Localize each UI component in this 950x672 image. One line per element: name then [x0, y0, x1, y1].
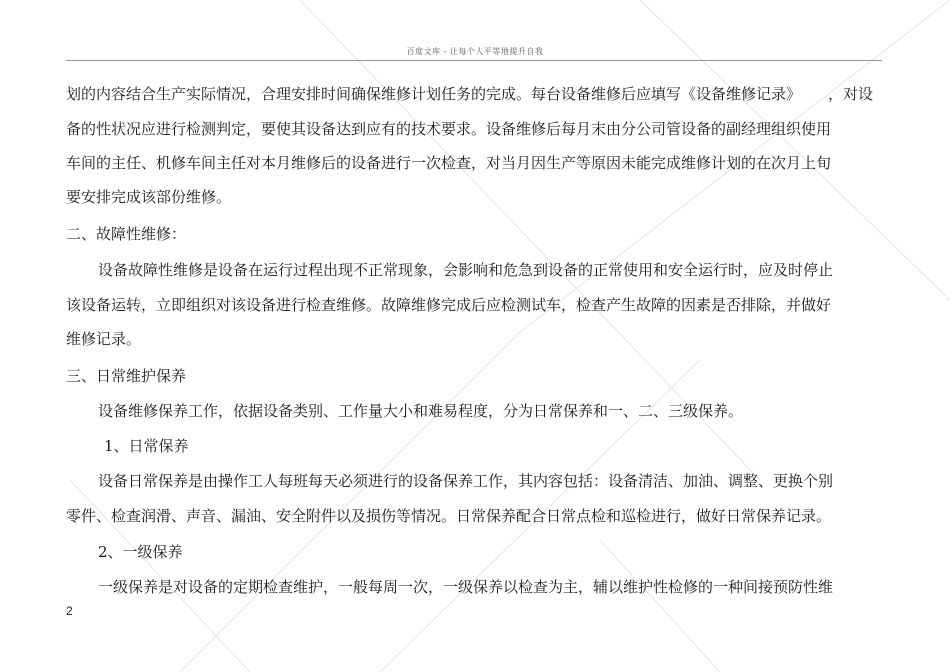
body-line: 零件、检查润滑、声音、漏油、安全附件以及损伤等情况。日常保养配合日常点检和巡检进行，做好日常保养记录。 [66, 507, 832, 525]
body-line: 车间的主任、机修车间主任对本月维修后的设备进行一次检查，对当月因生产等原因未能完成维修计划的在次月上旬 [66, 154, 832, 172]
page-header: 百度文库 - 让每个人平等地提升自我 [406, 47, 544, 56]
body-line: 该设备运转，立即组织对该设备进行检查维修。故障维修完成后应检测试车，检查产生故障的因素是否排除，并做好 [66, 296, 832, 314]
body-line: 划的内容结合生产实际情况，合理安排时间确保维修计划任务的完成。每台设备维修后应填写《设备维修记录》 [66, 85, 802, 103]
body-line: 要安排完成该部份维修。 [66, 188, 232, 206]
section-heading: 二、故障性维修： [66, 225, 187, 243]
body-line: 一级保养是对设备的定期检查维护，一般每周一次，一级保养以检查为主，辅以维护性检修的一种间接预防性维 [98, 578, 834, 596]
body-line: ，对设 [828, 85, 874, 103]
section-heading: 三、日常维护保养 [66, 367, 187, 385]
body-line: 设备日常保养是由操作工人每班每天必须进行的设备保养工作，其内容包括：设备清洁、加油、调整、更换个别 [98, 472, 834, 490]
page-number: 2 [66, 604, 73, 618]
subsection-heading: 2、一级保养 [98, 543, 183, 561]
body-line: 设备维修保养工作，依据设备类别、工作量大小和难易程度，分为日常保养和一、二、三级保养。 [98, 402, 744, 420]
header-divider [66, 60, 882, 61]
body-line: 设备故障性维修是设备在运行过程出现不正常现象，会影响和危急到设备的正常使用和安全运行时，应及时停止 [98, 261, 834, 279]
body-line: 维修记录。 [66, 330, 142, 348]
subsection-heading: 1、日常保养 [104, 437, 189, 455]
body-line: 备的性状况应进行检测判定，要使其设备达到应有的技术要求。设备维修后每月末由分公司管设备的副经理组织使用 [66, 120, 832, 138]
